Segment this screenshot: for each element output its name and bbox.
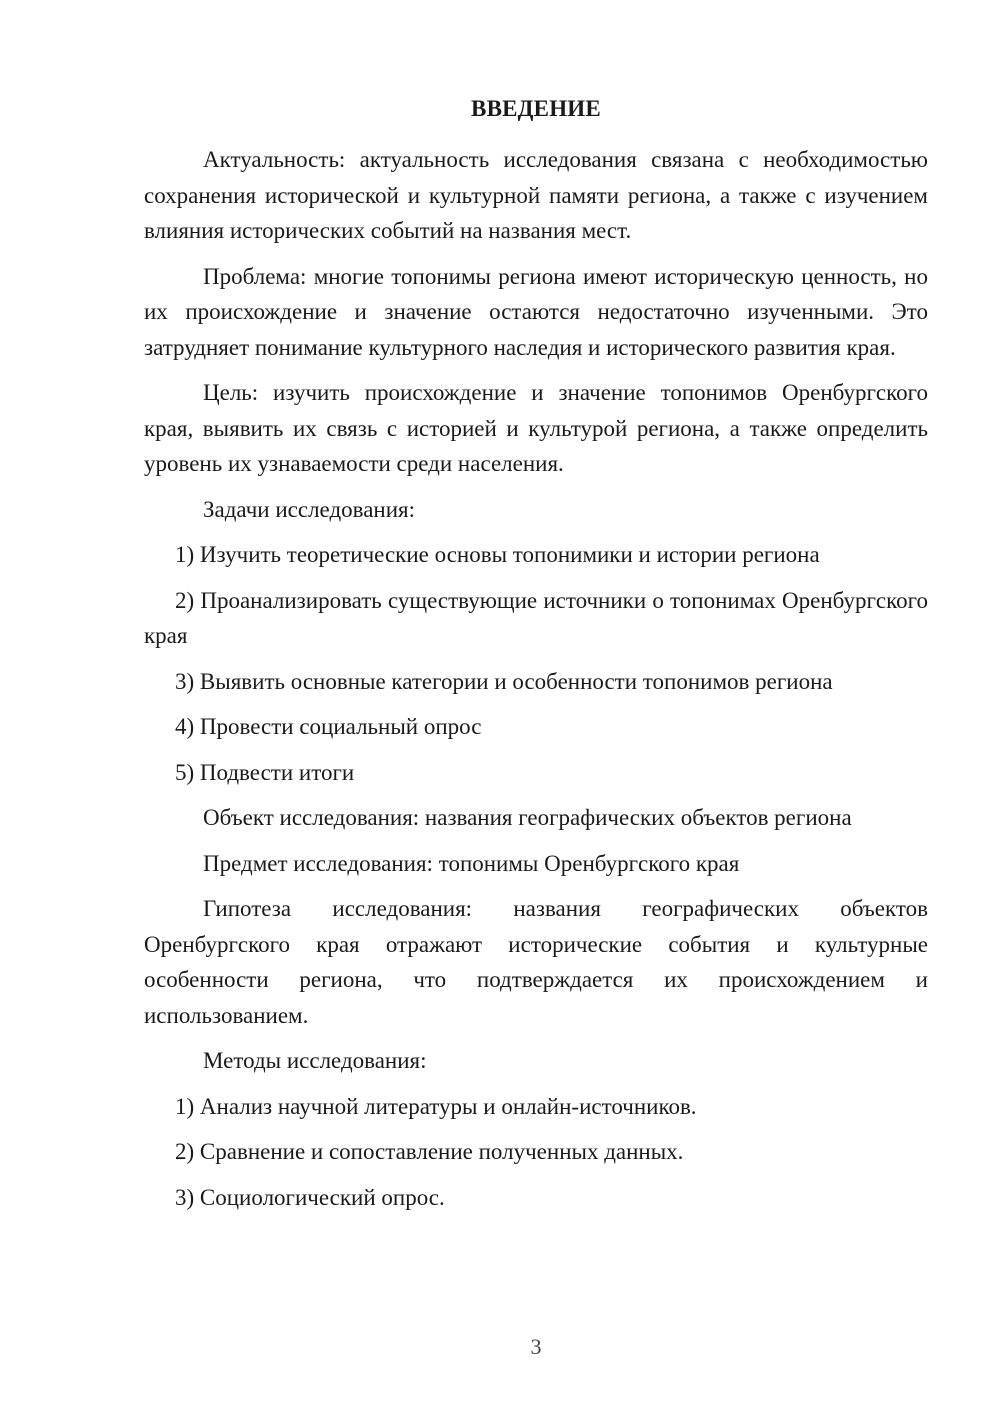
page-number: 3 (530, 1334, 542, 1359)
paragraph-goal: Цель: изучить происхождение и значение топонимов Оренбургского края, выявить их связь с историей и культурой региона, а также определить уровень их узнаваемости среди населения. (144, 380, 928, 476)
list-item: 5) Подвести итоги (175, 759, 355, 785)
list-item: 4) Провести социальный опрос (175, 714, 482, 739)
page-title: ВВЕДЕНИЕ (471, 96, 601, 121)
paragraph-hypothesis: Гипотеза исследования: названия географических объектов Оренбургского края отражают исторические события и культурные особенности региона, что подтверждается их происхождением и использованием. (144, 896, 928, 1028)
paragraph-problem: Проблема: многие топонимы региона имеют историческую ценность, но их происхождение и значение остаются недостаточно изученными. Это затрудняет понимание культурного наследия и исторического развития края. (144, 263, 928, 360)
list-item: 3) Выявить основные категории и особенности топонимов региона (175, 668, 833, 694)
methods-list (144, 1089, 928, 1216)
list-item: 2) Сравнение и сопоставление полученных данных. (175, 1139, 684, 1164)
methods-heading: Методы исследования: (203, 1048, 427, 1073)
tasks-list (144, 537, 928, 790)
list-item: 1) Изучить теоретические основы топонимики и истории региона (175, 542, 820, 567)
list-item: 3) Социологический опрос. (175, 1184, 445, 1210)
paragraph-object: Объект исследования: названия географических объектов региона (203, 805, 852, 830)
paragraph-relevance: Актуальность: актуальность исследования связана с необходимостью сохранения исторической и культурной памяти региона, а также с изучением влияния исторических событий на названия мест. (144, 147, 928, 243)
paragraph-subject: Предмет исследования: топонимы Оренбургского края (203, 850, 740, 876)
list-item: 2) Проанализировать существующие источники о топонимах Оренбургского края (144, 587, 928, 648)
list-item: 1) Анализ научной литературы и онлайн-источников. (175, 1093, 697, 1119)
document-body (144, 142, 928, 1225)
tasks-heading: Задачи исследования: (203, 496, 416, 522)
